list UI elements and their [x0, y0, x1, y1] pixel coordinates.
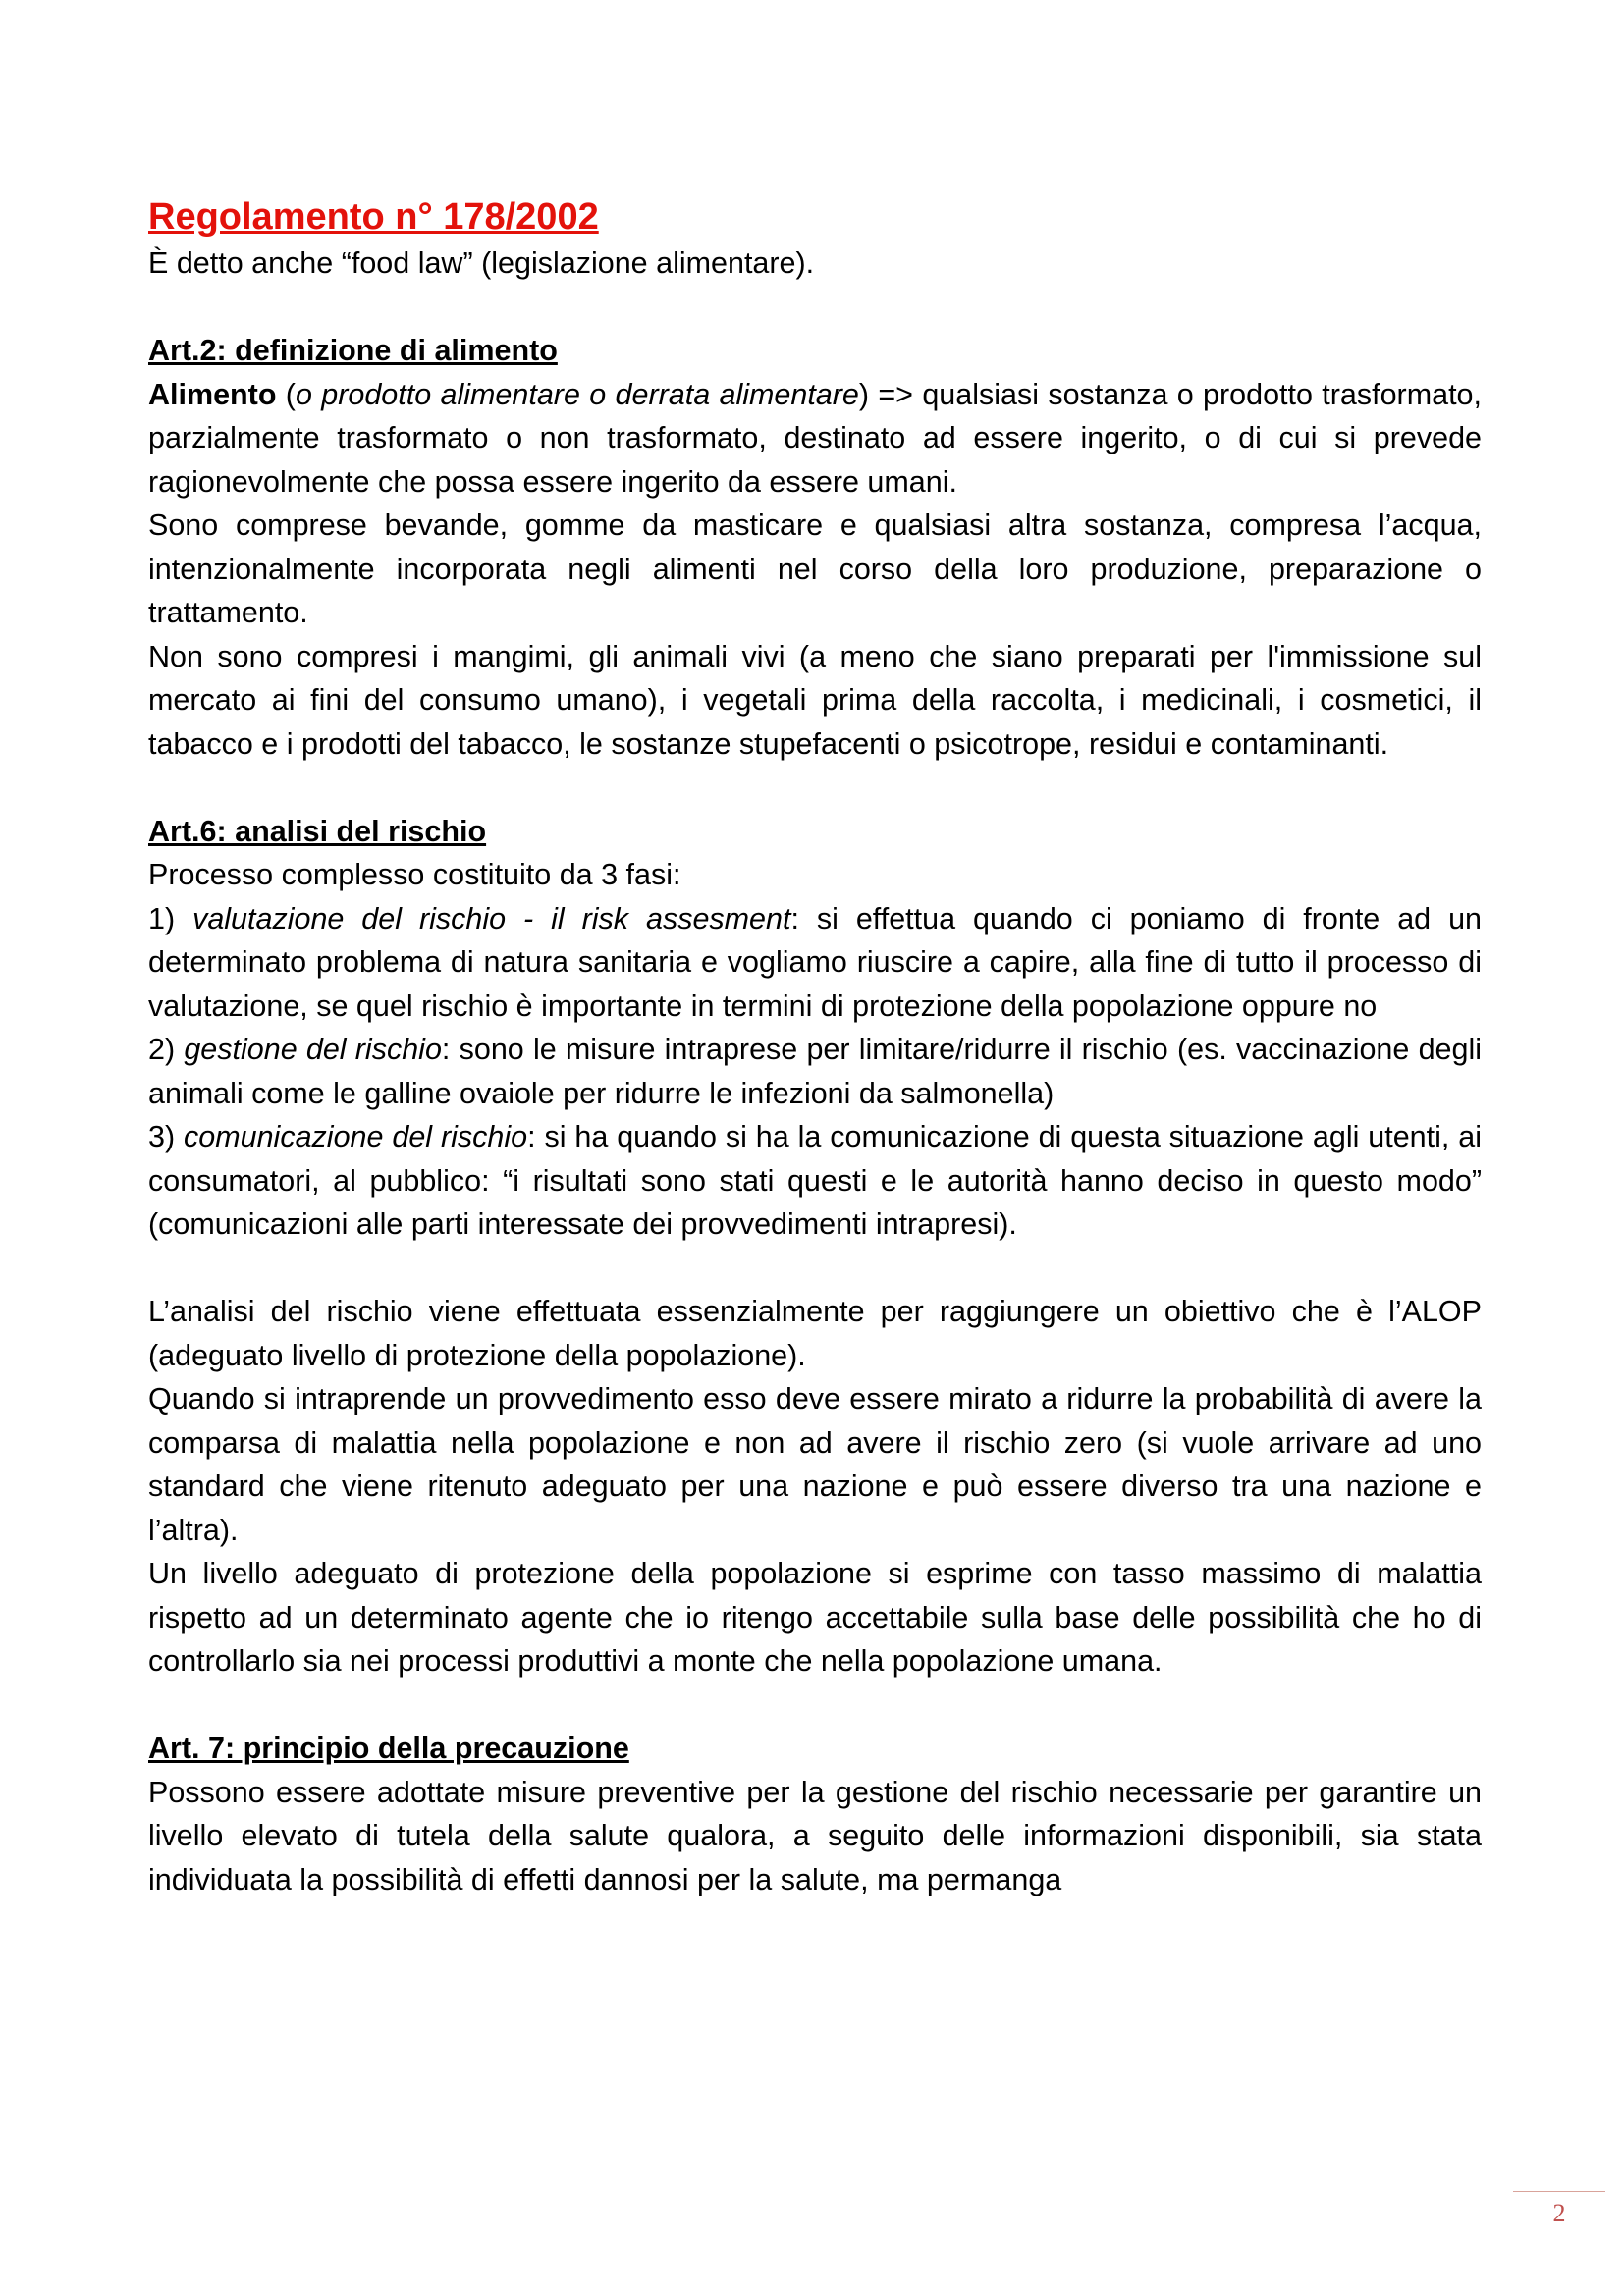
art6-heading: Art.6: analisi del rischio — [148, 814, 487, 848]
phase-text: : sono le misure intraprese per limitare/ridurre il rischio (es. vaccinazione degli animali come le galline ovaiole per ridurre le infezioni da salmonella) — [148, 1033, 1483, 1110]
phase-number: 2) — [148, 1033, 185, 1066]
phase-number: 3) — [148, 1120, 185, 1153]
phase-text: : si effettua quando ci poniamo di fronte ad un determinato problema di natura sanitaria e vogliamo riuscire a capire, alla fine di tutto il processo di valutazione, se quel rischio è importante in termini di protezione della popolazione oppure no — [148, 901, 1483, 1023]
art6-provvedimento-paragraph: Quando si intraprende un provvedimento esso deve essere mirato a ridurre la probabilità di avere la comparsa di malattia nella popolazione e non ad avere il rischio zero (si vuole arrivare ad uno standard che viene ritenuto adeguato per una nazione e può essere diverso tra una nazione e l’altra). — [148, 1382, 1482, 1547]
art6-intro: Processo complesso costituito da 3 fasi: — [148, 858, 681, 891]
document-page — [148, 192, 1482, 1901]
phase-term: comunicazione del rischio — [184, 1120, 528, 1153]
art2-paragraph-excluded: Non sono compresi i mangimi, gli animali vivi (a meno che siano preparati per l'immissione sul mercato ai fini del consumo umano), i vegetali prima della raccolta, i medicinali, i cosmetici, il tabacco e i prodotti del tabacco, le sostanze stupefacenti o psicotrope, residui e contaminanti. — [148, 639, 1482, 761]
spacer — [148, 1683, 1482, 1728]
art2-paren: ( — [276, 377, 296, 411]
art2-paragraph-included: Sono comprese bevande, gomme da masticare e qualsiasi altra sostanza, compresa l’acqua, intenzionalmente incorporata negli alimenti nel corso della loro produzione, preparazione o trattamento. — [148, 508, 1482, 629]
phase-text: : si ha quando si ha la comunicazione di questa situazione agli utenti, ai consumatori, al pubblico: “i risultati sono stati questi e le autorità hanno deciso in questo modo” (comunicazioni alle parti interessate dei provvedimenti intrapresi). — [148, 1120, 1482, 1241]
subtitle: È detto anche “food law” (legislazione alimentare). — [148, 246, 815, 280]
spacer — [148, 286, 1482, 330]
art6-phase-1 — [148, 897, 1482, 1029]
art7-paragraph: Possono essere adottate misure preventive per la gestione del rischio necessarie per garantire un livello elevato di tutela della salute qualora, a seguito delle informazioni disponibili, sia stata individuata la possibilità di effetti dannosi per la salute, ma permanga — [148, 1775, 1482, 1896]
art6-phase-2 — [148, 1028, 1482, 1115]
page-number: 2 — [1552, 2199, 1566, 2227]
page-title: Regolamento n° 178/2002 — [148, 196, 599, 238]
phase-term: valutazione del rischio - il risk assesment — [192, 901, 791, 935]
art2-definition — [148, 373, 1482, 505]
art2-def-text: ) => qualsiasi sostanza o prodotto trasformato, parzialmente trasformato o non trasformato, destinato ad essere ingerito, o di cui si prevede ragionevolmente che possa essere ingerito da essere umani. — [148, 377, 1482, 499]
art2-term: Alimento — [148, 377, 277, 411]
art6-alop-paragraph: L’analisi del rischio viene effettuata essenzialmente per raggiungere un obiettivo che è l’ALOP (adeguato livello di protezione della popolazione). — [148, 1295, 1482, 1372]
art2-heading: Art.2: definizione di alimento — [148, 334, 558, 367]
art6-phase-3 — [148, 1115, 1482, 1247]
phase-number: 1) — [148, 901, 193, 935]
art7-heading: Art. 7: principio della precauzione — [148, 1732, 629, 1765]
art6-livello-paragraph: Un livello adeguato di protezione della popolazione si esprime con tasso massimo di malattia rispetto ad un determinato agente che io ritengo accettabile sulla base delle possibilità che ho di controllarlo sia nei processi produttivi a monte che nella popolazione umana. — [148, 1557, 1482, 1678]
spacer — [148, 766, 1482, 810]
footer-divider — [1513, 2191, 1605, 2192]
art2-term-alt: o prodotto alimentare o derrata alimentare — [295, 377, 859, 411]
phase-term: gestione del rischio — [184, 1033, 442, 1066]
spacer — [148, 1247, 1482, 1291]
